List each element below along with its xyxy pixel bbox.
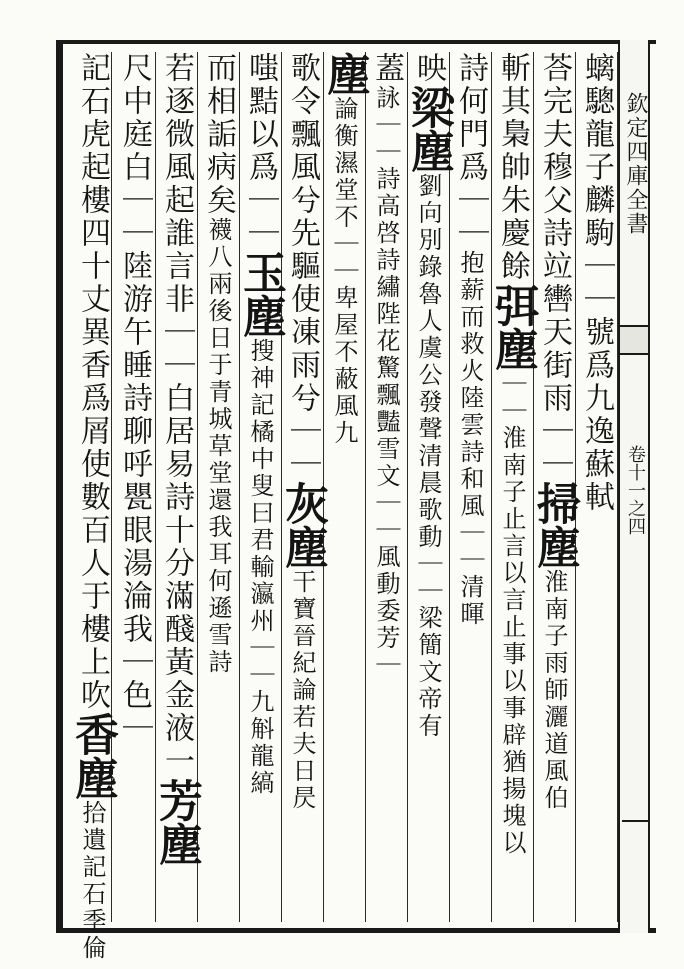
page-banner bbox=[618, 40, 650, 933]
text-column bbox=[235, 52, 286, 922]
text-column bbox=[364, 52, 408, 922]
column-note: 劉向別錄魯人虞公發聲清晨歌動｜｜梁簡文帝有 bbox=[414, 173, 442, 740]
text-column bbox=[403, 52, 454, 922]
column-note: 拾遺記石季倫 bbox=[78, 800, 106, 962]
column-text: 蓋 bbox=[369, 52, 404, 85]
column-note: ｜｜淮南子止言以言止事以事辟猶揚塊以 bbox=[498, 371, 526, 857]
text-column bbox=[67, 52, 118, 962]
text-column bbox=[112, 52, 156, 922]
column-text: 詩何門爲｜｜ bbox=[453, 52, 488, 250]
text-column bbox=[574, 52, 618, 922]
headword: 塵 bbox=[319, 52, 370, 96]
column-note: 論衡濕堂不｜｜卑屋不蔽風九 bbox=[330, 96, 358, 447]
column-text: 尺中庭白｜｜陸游午睡詩聊呼甖眼湯淪我｜色｜ bbox=[117, 52, 152, 745]
column-note: 搜神記橘中叟曰君輸瀛州｜｜九斛龍縞 bbox=[246, 338, 274, 797]
text-column bbox=[196, 52, 240, 922]
column-text: 荅完夫穆父詩竝轡天街雨｜｜ bbox=[537, 52, 572, 481]
column-text: 若逐微風起誰言非｜｜白居易詩十分滿醆黃金液一 bbox=[159, 52, 194, 778]
text-column bbox=[487, 52, 538, 922]
headword: 弭塵 bbox=[487, 283, 538, 371]
text-column bbox=[448, 52, 492, 922]
column-text: 映 bbox=[411, 52, 446, 85]
text-column bbox=[277, 52, 328, 922]
column-text: 斬其梟帥朱慶餘 bbox=[495, 52, 530, 283]
column-text: 而相詬病矣 bbox=[201, 52, 236, 217]
headword: 玉塵 bbox=[235, 250, 286, 338]
text-column bbox=[529, 52, 580, 922]
column-note: 抱薪而救火陸雲詩和風｜｜清暉 bbox=[456, 250, 484, 628]
banner-rule bbox=[622, 820, 648, 822]
fish-tail-mark bbox=[620, 325, 648, 355]
headword: 香塵 bbox=[67, 712, 118, 800]
text-column bbox=[319, 52, 370, 922]
headword: 灰塵 bbox=[277, 481, 328, 569]
column-text: 歌令飄風兮先驅使凍雨兮｜｜ bbox=[285, 52, 320, 481]
column-text: 螭驄龍子麟駒｜｜號爲九逸蘇軾 bbox=[579, 52, 614, 514]
headword: 芳塵 bbox=[151, 778, 202, 866]
column-text: 嗤黠以爲｜｜ bbox=[243, 52, 278, 250]
text-column bbox=[151, 52, 202, 922]
headword: 掃塵 bbox=[529, 481, 580, 569]
column-note: 詠｜｜詩高啓詩繡陛花驚飄豔雪文｜｜風動委芳｜ bbox=[372, 85, 400, 679]
column-note: 淮南子雨師灑道風伯 bbox=[540, 569, 568, 812]
column-note: 干寶晉紀論若夫日昃 bbox=[288, 569, 316, 812]
section-label: 卷十一之四 bbox=[625, 445, 646, 535]
column-text: 記石虎起樓四十丈異香爲屑使數百人于樓上吹 bbox=[75, 52, 110, 712]
headword: 梁塵 bbox=[403, 85, 454, 173]
book-title: 欽定四庫全書 bbox=[623, 92, 648, 236]
column-note: 襪八兩後日于青城草堂還我耳何遜雪詩 bbox=[204, 217, 232, 676]
